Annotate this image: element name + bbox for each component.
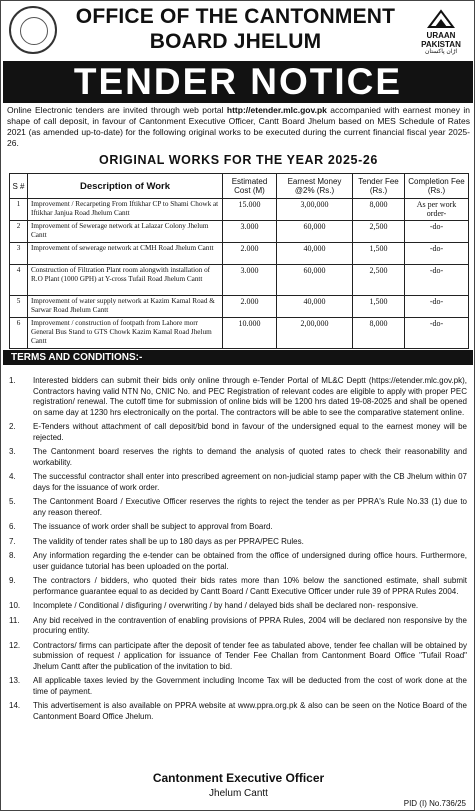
list-item [1,376,471,418]
tender-notice-banner: TENDER NOTICE [3,61,473,103]
cell-cost: 2.000 [223,243,277,265]
cell-sno: 1 [10,199,28,221]
list-item [1,537,471,548]
cell-earnest: 60,000 [277,265,353,296]
officer-place: Jhelum Cantt [209,788,268,799]
list-item [1,701,471,722]
officer-title: Cantonment Executive Officer [152,771,325,785]
term-text: Any information regarding the e-tender can be obtained from the office of undersigned during office hours. Furthermore, user guidance tutorial has been uploaded on the portal. [33,551,467,571]
terms-heading: TERMS AND CONDITIONS:- [3,350,473,365]
table-row [10,221,469,243]
header-completion-fee: Completion Fee (Rs.) [405,174,469,199]
office-title-line2: BOARD JHELUM [149,30,322,53]
cell-cost: 15.000 [223,199,277,221]
cell-fee: 1,500 [353,243,405,265]
cell-fee: 2,500 [353,265,405,296]
cell-sno: 4 [10,265,28,296]
term-text: Interested bidders can submit their bids only online through e-Tender Portal of ML&C Deptt (https://etender.mlc.gov.pk), Contractors having valid NTN No, CNIC No. and PEC Registration of relevant codes are eligible to apply with proper PEC registration/ renewal. The cutoff time for submission of online bids will be 1200 hrs dated 19-08-2025 and shall be opened on same day at 1230 hrs electronically on the portal. The contractors will be able to see the comparative statement online. [33,376,467,417]
list-item [1,497,471,518]
cell-description: Improvement of Sewerage network at Lalazar Colony Jhelum Cantt [28,221,223,243]
term-text: Any bid received in the contravention of enabling provisions of PPRA Rules, 2004 will be declared non responsive by the procuring entity. [33,615,467,635]
term-number: 4. [9,472,16,481]
cell-cost: 3.000 [223,265,277,296]
term-text: The Cantonment board reserves the rights to demand the analysis of quoted rates to check their reasonability and workability. [33,447,467,467]
term-number: 5. [9,497,16,506]
term-text: E-Tenders without attachment of call deposit/bid bond in favour of the undersigned equal to the earnest money will be rejected. [33,422,467,442]
header [1,1,475,61]
table-header-row [10,174,469,199]
terms-list [1,376,471,726]
list-item [1,422,471,443]
list-item [1,641,471,673]
cell-fee: 8,000 [353,199,405,221]
header-earnest-money: Earnest Money @2% (Rs.) [277,174,353,199]
cell-description: Improvement of sewerage network at CMH Road Jhelum Cantt [28,243,223,265]
cell-description: Improvement / Recarpeting From Iftikhar CP to Shami Chowk at Iftikhar Janjua Road Jhelum Cantt [28,199,223,221]
table-row [10,318,469,349]
pakistan-text: PAKISTAN [421,40,461,49]
term-text: The contractors / bidders, who quoted their bids rates more than 10% below the sanctioned estimate, shall submit performance guarantee equal to as decided by Cantt Board / Cantt Executive Officer under rule 39 of PPRA Rules 2004. [33,576,467,596]
cell-sno: 5 [10,296,28,318]
cell-fee: 2,500 [353,221,405,243]
header-description: Description of Work [28,174,223,199]
intro-paragraph [7,105,470,149]
list-item [1,472,471,493]
list-item [1,601,471,612]
term-number: 12. [9,640,21,650]
cell-completion: -do- [405,296,469,318]
table-row [10,243,469,265]
cell-fee: 8,000 [353,318,405,349]
cell-cost: 3.000 [223,221,277,243]
cell-completion: -do- [405,243,469,265]
term-number: 1. [9,376,16,385]
term-text: This advertisement is also available on PPRA website at www.ppra.org.pk & also can be seen on the Notice Board of the Cantonment Board Office Jhelum. [33,701,467,721]
list-item [1,676,471,697]
term-text: The issuance of work order shall be subject to approval from Board. [33,522,273,531]
cell-earnest: 2,00,000 [277,318,353,349]
cell-earnest: 60,000 [277,221,353,243]
cell-earnest: 40,000 [277,296,353,318]
table-row [10,296,469,318]
uraan-pakistan-icon [426,7,456,31]
uraan-pakistan-logo [411,7,471,56]
table-row [10,199,469,221]
cell-cost: 2.000 [223,296,277,318]
intro-part2: accompanied with earnest money in shape of call deposit, in favour of Cantonment Executive Officer, Cantt Board Jhelum based on MES Schedule of Rates 2021 (as amended up-to-date) for the following original works to be executed during the current financial fiscal year 2025-26. [7,105,470,148]
cell-sno: 6 [10,318,28,349]
intro-part1: Online Electronic tenders are invited through web portal [7,105,227,115]
works-table [9,173,469,349]
cell-fee: 1,500 [353,296,405,318]
cell-sno: 3 [10,243,28,265]
cell-description: Improvement / construction of footpath from Lahore morr General Bus Stand to GTS Chowk Kazim Kamal Road Jhelum Cantt [28,318,223,349]
list-item [1,447,471,468]
term-number: 7. [9,536,16,546]
term-text: All applicable taxes levied by the Government including Income Tax will be deducted from the cost of work done at the time of payment. [33,676,467,696]
term-number: 3. [9,447,16,456]
term-text: The Cantonment Board / Executive Officer reserves the rights to reject the tender as per PPRA's Rule No.33 (1) due to any reason thereof. [33,497,467,517]
list-item [1,616,471,637]
term-text: Incomplete / Conditional / disfiguring / overwriting / by hand / delayed bids shall be declared non- responsive. [33,601,419,610]
cell-completion: -do- [405,318,469,349]
term-number: 9. [9,576,16,585]
cell-completion: -do- [405,221,469,243]
term-number: 10. [9,601,21,610]
cell-completion: -do- [405,265,469,296]
term-number: 14. [9,701,21,710]
term-text: Contractors/ firms can participate after the deposit of tender fee as tabulated above, tender fee challan will be obtained by submission of request / application for issuance of Tender Fee Challan from Cantonment Board Office "Tufail Road" Jhelum Cantt after the publication of the invitation to bid. [33,640,467,671]
cell-sno: 2 [10,221,28,243]
term-number: 11. [9,615,20,625]
cell-earnest: 40,000 [277,243,353,265]
term-number: 2. [9,422,16,431]
cell-description: Construction of Filtration Plant room alongwith installation of R.O Plant (1000 GPH) at Y-cross Tufail Road Jhelum Cantt [28,265,223,296]
term-number: 8. [9,551,16,560]
portal-link[interactable]: http://etender.mlc.gov.pk [226,105,327,115]
list-item [1,551,471,572]
term-text: The successful contractor shall enter into prescribed agreement on non-judicial stamp paper with the CB Jhelum within 07 days for the issuance of work order. [33,472,467,492]
header-cost: Estimated Cost (M) [223,174,277,199]
pid-number: PID (I) No.736/25 [403,799,466,808]
header-sno: S # [10,174,28,199]
table-row [10,265,469,296]
office-title [63,4,408,54]
list-item [1,522,471,533]
term-number: 13. [9,676,21,685]
works-subtitle: ORIGINAL WORKS FOR THE YEAR 2025-26 [99,153,378,167]
term-number: 6. [9,522,16,531]
list-item [1,576,471,597]
cantonment-board-seal-icon [9,6,57,54]
cell-completion: As per work order- [405,199,469,221]
uraan-text: URAAN [426,31,456,40]
uraan-urdu-text: اڑان پاکستان [424,49,458,55]
term-text: The validity of tender rates shall be up to 180 days as per PPRA/PEC Rules. [33,536,304,546]
cell-earnest: 3,00,000 [277,199,353,221]
cell-description: Improvement of water supply network at Kazim Kamal Road & Sarwar Road Jhelum Cantt [28,296,223,318]
office-title-line1: OFFICE OF THE CANTONMENT [75,5,396,28]
cell-cost: 10.000 [223,318,277,349]
header-tender-fee: Tender Fee (Rs.) [353,174,405,199]
